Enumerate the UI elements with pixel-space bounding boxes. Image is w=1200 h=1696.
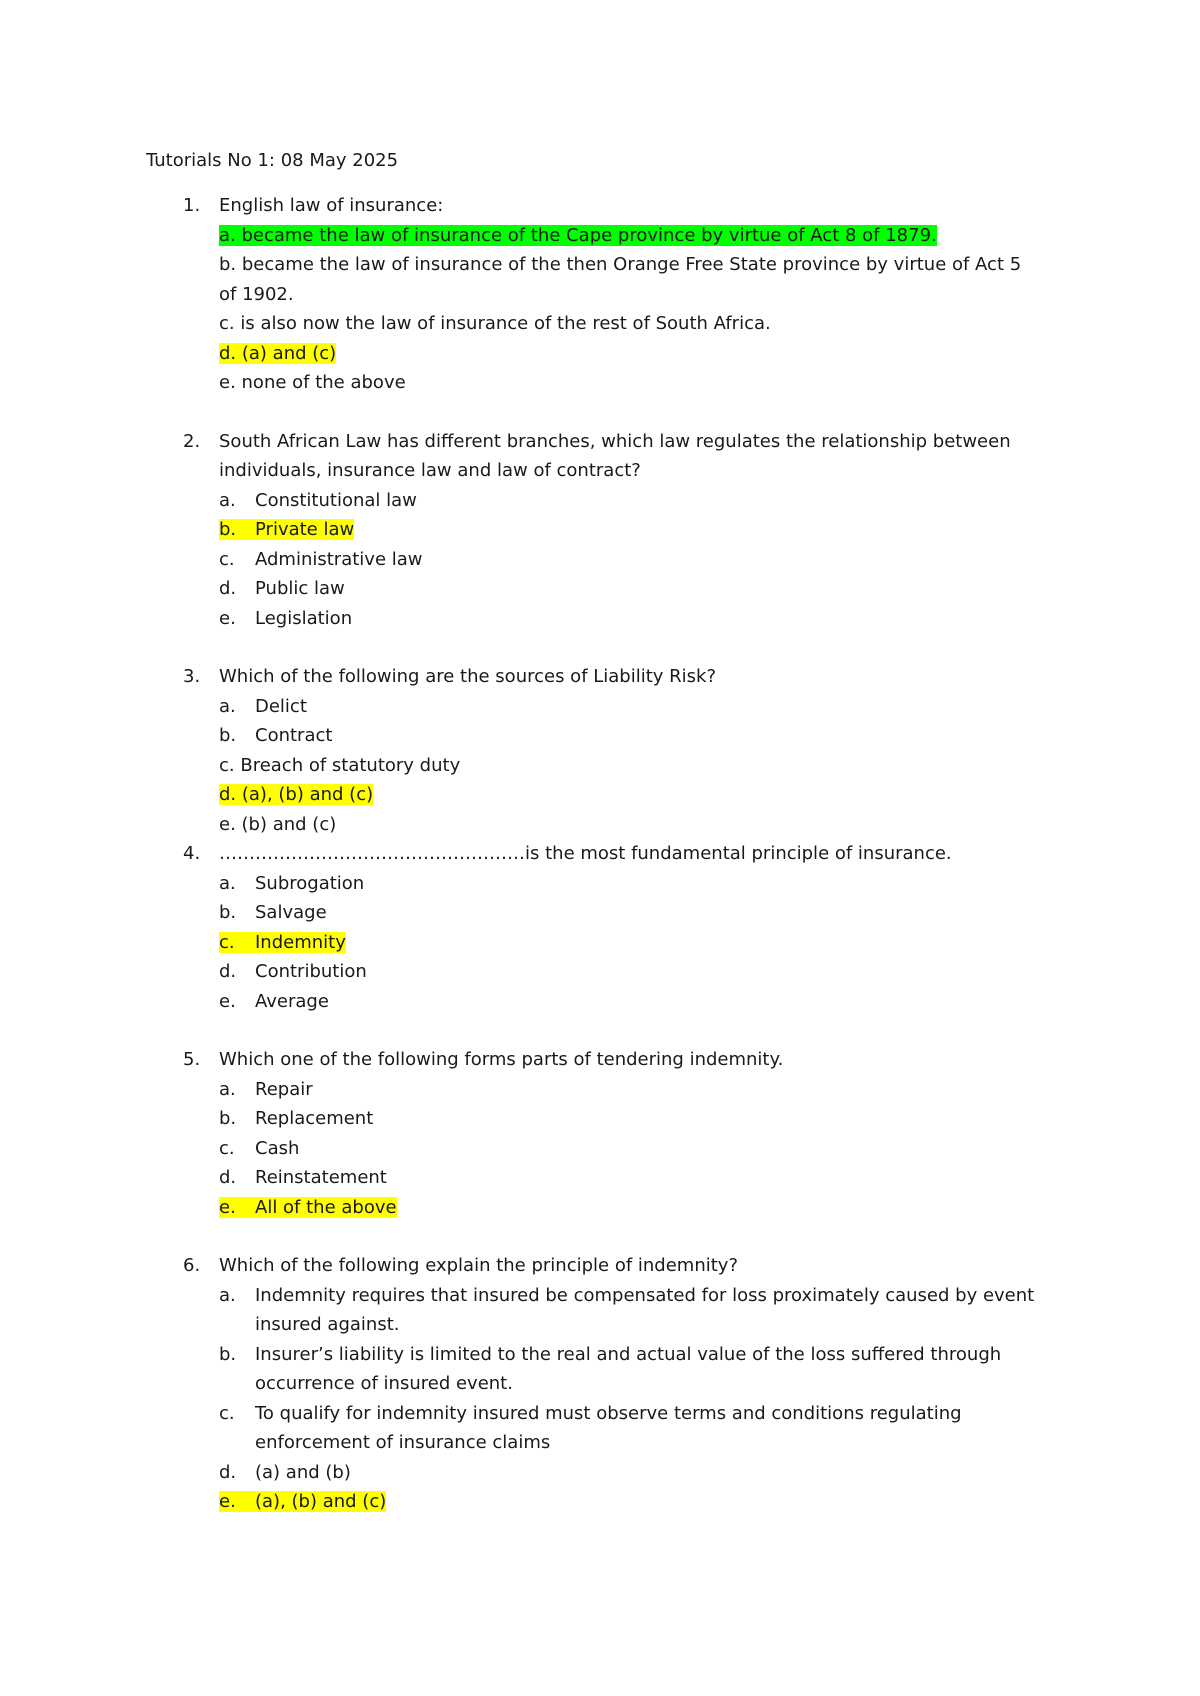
question-4-option-a: a. Subrogation bbox=[219, 873, 365, 894]
question-5-option-c: c. Cash bbox=[219, 1138, 300, 1159]
question-3-option-e: e. (b) and (c) bbox=[219, 814, 337, 835]
question-6-option-a-line2: insured against. bbox=[255, 1314, 400, 1335]
question-3-number: 3. bbox=[183, 666, 201, 687]
question-6-stem: Which of the following explain the principle of indemnity? bbox=[219, 1255, 739, 1276]
question-2-option-d: d. Public law bbox=[219, 578, 345, 599]
question-4-option-c: c. Indemnity bbox=[219, 932, 346, 953]
question-2-option-b: b. Private law bbox=[219, 519, 355, 540]
question-6-option-c-line2: enforcement of insurance claims bbox=[255, 1432, 551, 1453]
question-2-option-c: c. Administrative law bbox=[219, 549, 423, 570]
question-3-option-d: d. (a), (b) and (c) bbox=[219, 784, 374, 805]
question-3-option-c: c. Breach of statutory duty bbox=[219, 755, 461, 776]
question-6-number: 6. bbox=[183, 1255, 201, 1276]
question-5-option-e: e. All of the above bbox=[219, 1197, 397, 1218]
question-2-stem-line2: individuals, insurance law and law of contract? bbox=[219, 460, 641, 481]
question-6-option-d: d. (a) and (b) bbox=[219, 1462, 351, 1483]
question-1-stem: English law of insurance: bbox=[219, 195, 444, 216]
question-1-option-b-line1: b. became the law of insurance of the then Orange Free State province by virtue of Act 5 bbox=[219, 254, 1022, 275]
question-2-number: 2. bbox=[183, 431, 201, 452]
question-6-option-c-line1: c. To qualify for indemnity insured must observe terms and conditions regulating bbox=[219, 1403, 962, 1424]
question-5-option-d: d. Reinstatement bbox=[219, 1167, 387, 1188]
question-1-option-d: d. (a) and (c) bbox=[219, 343, 337, 364]
question-2-stem-line1: South African Law has different branches, which law regulates the relationship between bbox=[219, 431, 1011, 452]
question-1-option-c: c. is also now the law of insurance of the rest of South Africa. bbox=[219, 313, 771, 334]
question-5-number: 5. bbox=[183, 1049, 201, 1070]
question-2-option-e: e. Legislation bbox=[219, 608, 353, 629]
question-2-option-a: a. Constitutional law bbox=[219, 490, 417, 511]
question-3-stem: Which of the following are the sources of Liability Risk? bbox=[219, 666, 717, 687]
question-6-option-a-line1: a. Indemnity requires that insured be compensated for loss proximately caused by event bbox=[219, 1285, 1035, 1306]
question-5-option-a: a. Repair bbox=[219, 1079, 313, 1100]
question-6-option-b-line2: occurrence of insured event. bbox=[255, 1373, 513, 1394]
question-3-option-a: a. Delict bbox=[219, 696, 307, 717]
question-6-option-b-line1: b. Insurer’s liability is limited to the real and actual value of the loss suffered through bbox=[219, 1344, 1002, 1365]
question-4-option-b: b. Salvage bbox=[219, 902, 327, 923]
question-6-option-e: e. (a), (b) and (c) bbox=[219, 1491, 387, 1512]
question-1-option-b-line2: of 1902. bbox=[219, 284, 294, 305]
question-4-option-e: e. Average bbox=[219, 991, 329, 1012]
question-5-stem: Which one of the following forms parts of tendering indemnity. bbox=[219, 1049, 784, 1070]
question-4-option-d: d. Contribution bbox=[219, 961, 367, 982]
question-4-stem: ……………………………………………is the most fundamental principle of insurance. bbox=[219, 843, 952, 864]
question-1-option-e: e. none of the above bbox=[219, 372, 406, 393]
question-4-number: 4. bbox=[183, 843, 201, 864]
question-3-option-b: b. Contract bbox=[219, 725, 333, 746]
question-5-option-b: b. Replacement bbox=[219, 1108, 374, 1129]
question-1-number: 1. bbox=[183, 195, 201, 216]
question-1-option-a: a. became the law of insurance of the Cape province by virtue of Act 8 of 1879. bbox=[219, 225, 937, 246]
page-title: Tutorials No 1: 08 May 2025 bbox=[146, 150, 399, 171]
